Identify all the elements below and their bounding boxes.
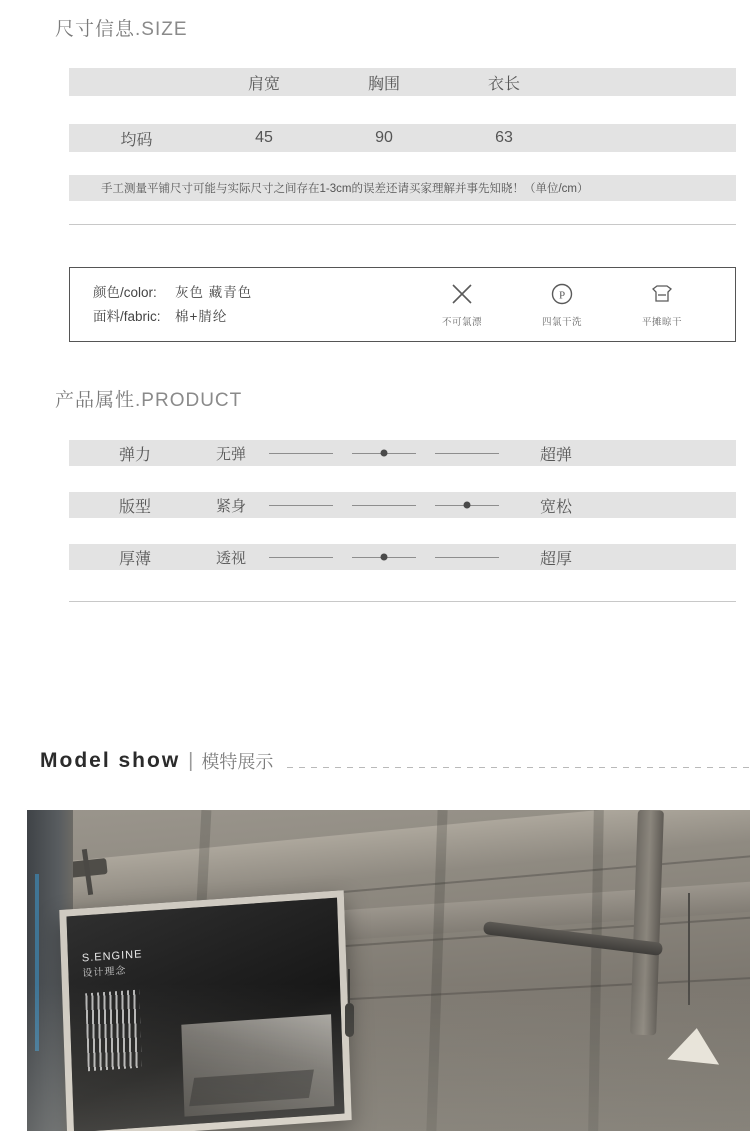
slider-thumb[interactable] (381, 554, 388, 561)
fabric-value: 棉+腈纶 (175, 308, 228, 324)
size-title-cn: 尺寸信息 (55, 19, 136, 40)
fabric-line (93, 305, 431, 329)
slider-segment (435, 453, 499, 454)
size-title-en: .SIZE (135, 19, 188, 40)
slider-segment (269, 453, 333, 454)
product-title-en: .PRODUCT (135, 390, 243, 411)
color-fabric-text (70, 281, 431, 329)
slider-segment (269, 557, 333, 558)
attribute-row-fit (69, 492, 736, 518)
care-caption: 四氯干洗 (541, 317, 582, 328)
model-show-title-en: Model show (40, 749, 181, 772)
model-show-header (40, 748, 750, 774)
attribute-slider[interactable] (269, 505, 499, 506)
light-glow (27, 983, 750, 1131)
slider-segment (435, 557, 499, 558)
care-caption: 平摊晾干 (641, 317, 682, 328)
measurement-note-text: 手工测量平铺尺寸可能与实际尺寸之间存在1-3cm的误差还请买家理解并事先知晓！（单位/cm） (101, 183, 589, 195)
poster-brand: S.ENGINE (81, 948, 143, 965)
color-label: 颜色/color: (93, 284, 157, 300)
attribute-name: 厚薄 (118, 550, 151, 568)
attribute-min-label: 紧身 (215, 497, 246, 515)
header-cell-length: 衣长 (487, 75, 520, 93)
attribute-slider[interactable] (269, 453, 499, 454)
row-value-bust: 90 (375, 129, 393, 146)
flat-dry-icon (631, 281, 693, 307)
attribute-row-elasticity (69, 440, 736, 466)
attribute-name: 弹力 (118, 446, 151, 464)
care-item-dry-clean (531, 281, 593, 328)
dry-clean-p-icon (531, 281, 593, 307)
attribute-max-label: 超弹 (539, 446, 572, 464)
slider-thumb[interactable] (381, 450, 388, 457)
divider-after-size-table (69, 224, 736, 225)
attribute-max-label: 超厚 (539, 550, 572, 568)
table-header-row (69, 68, 736, 96)
row-value-shoulder: 45 (255, 129, 273, 146)
poster-subtitle: 设计理念 (82, 965, 127, 980)
product-title-cn: 产品属性 (55, 390, 136, 411)
header-cell-shoulder: 肩宽 (247, 75, 280, 93)
slider-segment (269, 505, 333, 506)
care-item-flat-dry (631, 281, 693, 328)
svg-text:P: P (558, 289, 566, 302)
row-value-length: 63 (495, 129, 513, 146)
product-section-title (55, 385, 242, 412)
attribute-max-label: 宽松 (539, 498, 572, 516)
care-item-no-bleach (431, 281, 493, 328)
photo-scene (27, 810, 750, 1131)
size-section-title (55, 14, 188, 41)
dashed-rule (287, 767, 750, 768)
measurement-note (69, 175, 736, 201)
model-show-title-cn: 模特展示 (201, 752, 274, 772)
slider-thumb[interactable] (463, 502, 470, 509)
table-row (69, 124, 736, 152)
attribute-min-label: 透视 (215, 549, 246, 567)
row-label-onesize: 均码 (120, 131, 153, 149)
table-row-spacer (69, 96, 736, 124)
poster-text (82, 947, 144, 981)
model-photo (27, 810, 750, 1131)
no-bleach-icon (431, 281, 493, 307)
size-table (69, 68, 736, 201)
header-cell-bust: 胸围 (367, 75, 400, 93)
slider-segment (352, 505, 416, 506)
attribute-min-label: 无弹 (215, 445, 246, 463)
attribute-name: 版型 (118, 498, 151, 516)
product-attributes (69, 440, 736, 596)
attribute-slider[interactable] (269, 557, 499, 558)
color-value: 灰色 藏青色 (175, 284, 253, 300)
color-fabric-box (69, 267, 736, 342)
care-caption: 不可氯漂 (441, 317, 482, 328)
fabric-label: 面料/fabric: (93, 308, 161, 324)
model-show-divider-glyph: | (188, 749, 194, 772)
color-line (93, 281, 431, 305)
care-instructions (431, 281, 735, 328)
divider-after-attributes (69, 601, 736, 602)
attribute-row-thickness (69, 544, 736, 570)
